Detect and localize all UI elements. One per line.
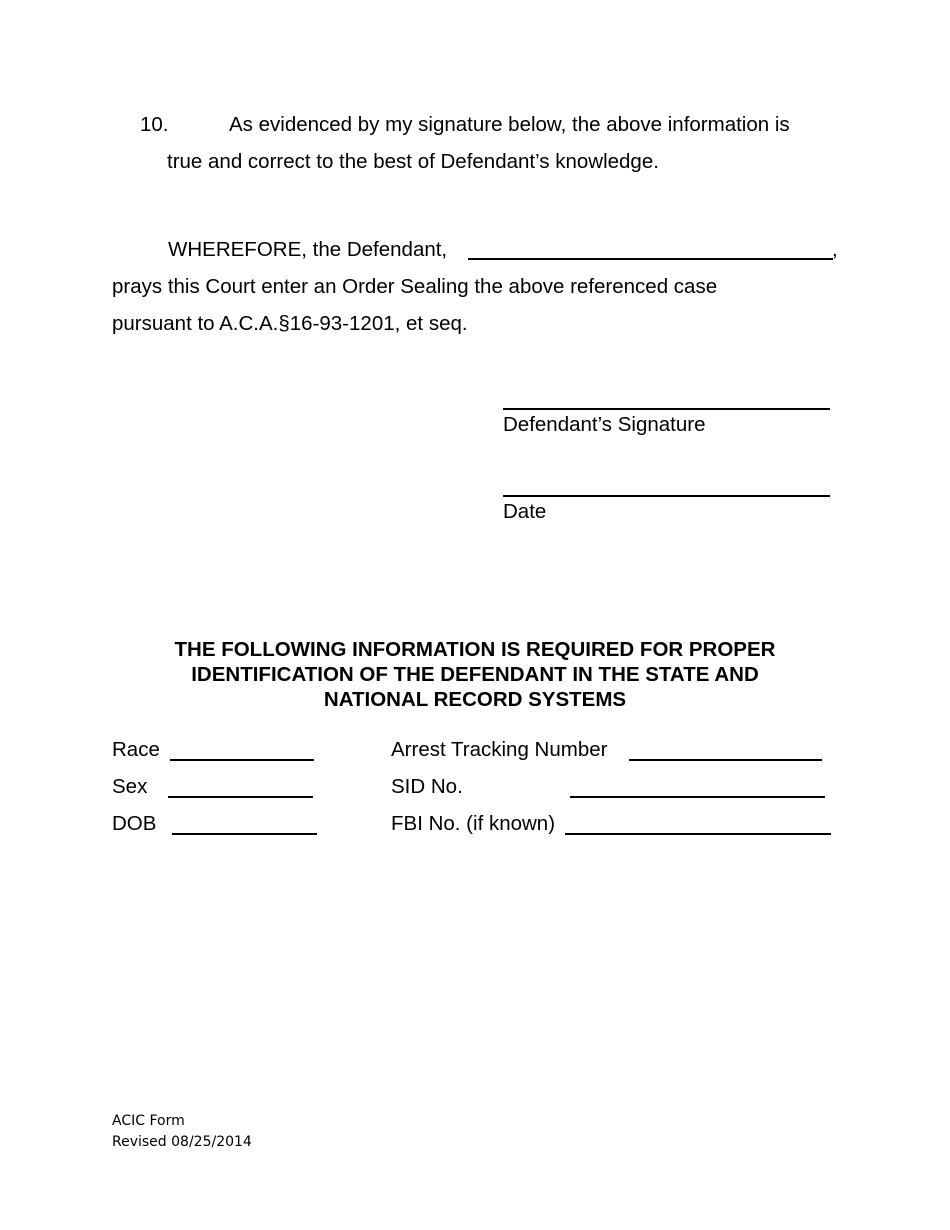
- identification-heading-line-1: THE FOLLOWING INFORMATION IS REQUIRED FOR PROPER: [174, 638, 776, 661]
- identification-heading-line-3: NATIONAL RECORD SYSTEMS: [323, 688, 627, 711]
- defendant-signature-line[interactable]: [503, 408, 830, 410]
- date-label: Date: [503, 500, 547, 523]
- paragraph-number: 10.: [140, 113, 169, 136]
- sex-label: Sex: [112, 775, 148, 798]
- identification-heading-line-2: IDENTIFICATION OF THE DEFENDANT IN THE STATE AND: [191, 663, 759, 686]
- dob-label: DOB: [112, 812, 157, 835]
- sid-number-field[interactable]: [570, 796, 825, 798]
- arrest-tracking-number-field[interactable]: [629, 759, 822, 761]
- fbi-number-field[interactable]: [565, 833, 831, 835]
- wherefore-lead: WHEREFORE, the Defendant,: [168, 238, 448, 261]
- race-field[interactable]: [170, 759, 314, 761]
- race-label: Race: [112, 738, 160, 761]
- wherefore-trailing-comma: ,: [832, 238, 838, 261]
- footer-revised-date: Revised 08/25/2014: [112, 1134, 252, 1150]
- paragraph-10-line-2: true and correct to the best of Defendant’s knowledge.: [167, 150, 659, 173]
- defendant-signature-label: Defendant’s Signature: [503, 413, 706, 436]
- sex-field[interactable]: [168, 796, 313, 798]
- arrest-tracking-number-label: Arrest Tracking Number: [391, 738, 608, 761]
- date-line[interactable]: [503, 495, 830, 497]
- footer-form-name: ACIC Form: [112, 1113, 185, 1129]
- sid-number-label: SID No.: [391, 775, 463, 798]
- fbi-number-label: FBI No. (if known): [391, 812, 556, 835]
- dob-field[interactable]: [172, 833, 317, 835]
- paragraph-10-line-1: As evidenced by my signature below, the above information is: [229, 113, 790, 136]
- wherefore-line-2: prays this Court enter an Order Sealing the above referenced case: [112, 275, 718, 298]
- defendant-name-field[interactable]: [468, 258, 833, 260]
- wherefore-line-3: pursuant to A.C.A.§16-93-1201, et seq.: [112, 312, 468, 335]
